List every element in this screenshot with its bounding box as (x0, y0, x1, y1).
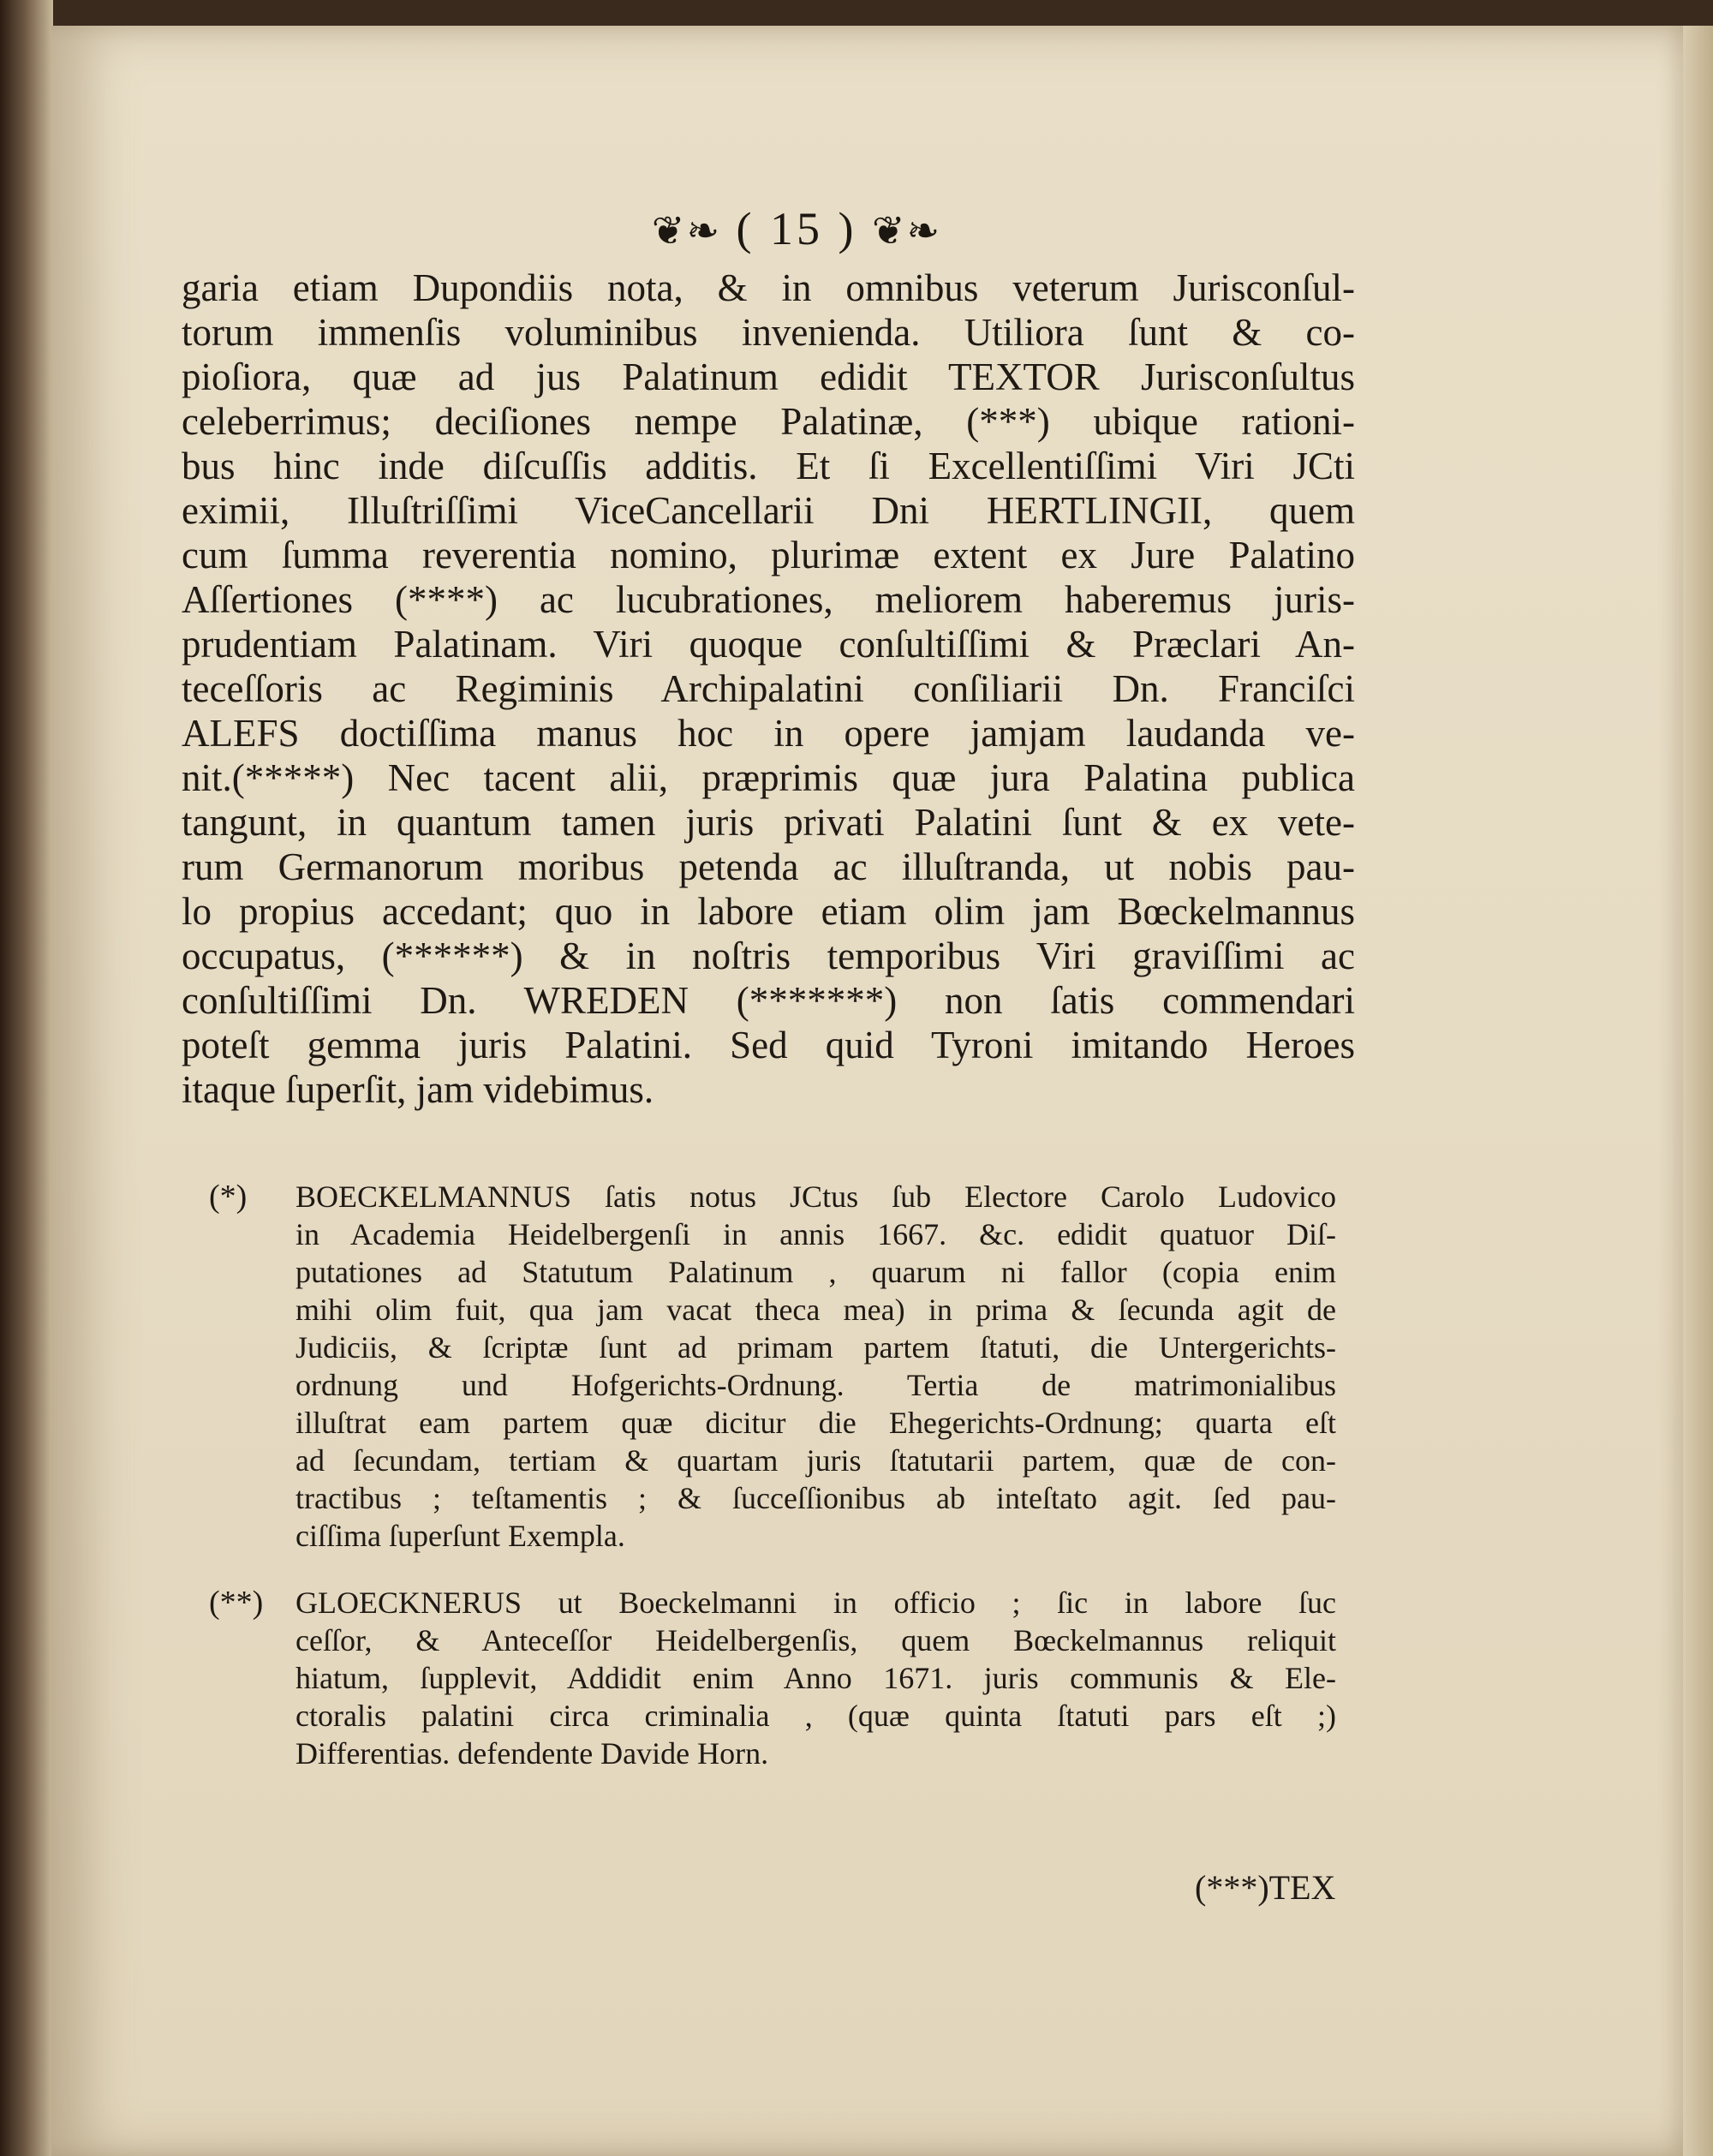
footnote-line: tractibus ; teſtamentis ; & ſucceſſionibus ab inteſtato agit. ſed pau- (295, 1481, 1336, 1515)
body-line: pioſiora, quæ ad jus Palatinum edidit TEXTOR Jurisconſultus (182, 355, 1355, 398)
footnote-line: hiatum, ſupplevit, Addidit enim Anno 1671. juris communis & Ele- (295, 1661, 1336, 1695)
body-line: conſultiſſimi Dn. WREDEN (*******) non ſatis commendari (182, 979, 1355, 1022)
body-line: nit.(*****) Nec tacent alii, præprimis quæ jura Palatina publica (182, 756, 1355, 799)
body-text (182, 266, 1355, 1112)
body-line: garia etiam Dupondiis nota, & in omnibus veterum Jurisconſul- (182, 266, 1355, 309)
body-line: poteſt gemma juris Palatini. Sed quid Tyroni imitando Heroes (182, 1024, 1355, 1066)
page-fore-edge (1683, 26, 1713, 2156)
running-head (617, 202, 976, 255)
footnote-mark: (**) (209, 1585, 264, 1621)
footnote-line: ciſſima ſuperſunt Exempla. (295, 1519, 625, 1553)
footnote-line: ceſſor, & Anteceſſor Heidelbergenſis, quem Bœckelmannus reliquit (295, 1623, 1336, 1657)
body-line: celeberrimus; deciſiones nempe Palatinæ, (***) ubique rationi- (182, 400, 1355, 443)
footnotes (209, 1178, 1336, 1801)
body-line: occupatus, (******) & in noſtris temporibus Viri graviſſimi ac (182, 935, 1355, 977)
body-line: Aſſertiones (****) ac lucubrationes, meliorem haberemus juris- (182, 578, 1355, 621)
footnote-line: Differentias. defendente Davide Horn. (295, 1736, 769, 1771)
footnote-1 (209, 1178, 1336, 1555)
body-line: ALEFS doctiſſima manus hoc in opere jamjam laudanda ve- (182, 712, 1355, 755)
body-line: lo propius accedant; quo in labore etiam olim jam Bœckelmannus (182, 890, 1355, 933)
footnote-line: ctoralis palatini circa criminalia , (quæ quinta ſtatuti pars eſt ;) (295, 1699, 1336, 1733)
footnote-line: mihi olim fuit, qua jam vacat theca mea) in prima & ſecunda agit de (295, 1293, 1336, 1327)
body-line: bus hinc inde diſcuſſis additis. Et ſi Excellentiſſimi Viri JCti (182, 445, 1355, 487)
footnote-line: ad ſecundam, tertiam & quartam juris ſtatutarii partem, quæ de con- (295, 1443, 1336, 1478)
footnote-mark: (*) (209, 1179, 248, 1215)
footnote-2 (209, 1584, 1336, 1772)
book-gutter-edge (0, 0, 53, 2156)
footnote-line: putationes ad Statutum Palatinum , quarum ni fallor (copia enim (295, 1255, 1336, 1289)
body-line: torum immenſis voluminibus invenienda. Utiliora ſunt & co- (182, 311, 1355, 354)
left-ornament: ❦❧ (651, 209, 722, 253)
body-line: teceſſoris ac Regiminis Archipalatini conſiliarii Dn. Franciſci (182, 667, 1355, 710)
footnote-line: in Academia Heidelbergenſi in annis 1667. &c. edidit quatuor Diſ- (295, 1217, 1336, 1251)
page-number: ( 15 ) (736, 203, 857, 254)
footnote-line: BOECKELMANNUS ſatis notus JCtus ſub Electore Carolo Ludovico (295, 1180, 1336, 1214)
footnote-line: Judiciis, & ſcriptæ ſunt ad primam partem ſtatuti, die Untergerichts- (295, 1330, 1336, 1365)
body-line: rum Germanorum moribus petenda ac illuſtranda, ut nobis pau- (182, 845, 1355, 888)
footnote-line: GLOECKNERUS ut Boeckelmanni in officio ; ſic in labore ſuc (295, 1586, 1336, 1620)
footnote-line: illuſtrat eam partem quæ dicitur die Ehegerichts-Ordnung; quarta eſt (295, 1406, 1336, 1440)
body-line: cum ſumma reverentia nomino, plurimæ extent ex Jure Palatino (182, 534, 1355, 576)
body-line: tangunt, in quantum tamen juris privati Palatini ſunt & ex vete- (182, 801, 1355, 844)
catchword: (***)TEX (1195, 1868, 1336, 1907)
body-line: eximii, Illuſtriſſimi ViceCancellarii Dni HERTLINGII, quem (182, 489, 1355, 532)
right-ornament: ❦❧ (871, 209, 942, 253)
body-line: prudentiam Palatinam. Viri quoque conſultiſſimi & Præclari An- (182, 623, 1355, 666)
footnote-line: ordnung und Hofgerichts-Ordnung. Tertia de matrimonialibus (295, 1368, 1336, 1402)
body-line: itaque ſuperſit, jam videbimus. (182, 1068, 654, 1111)
